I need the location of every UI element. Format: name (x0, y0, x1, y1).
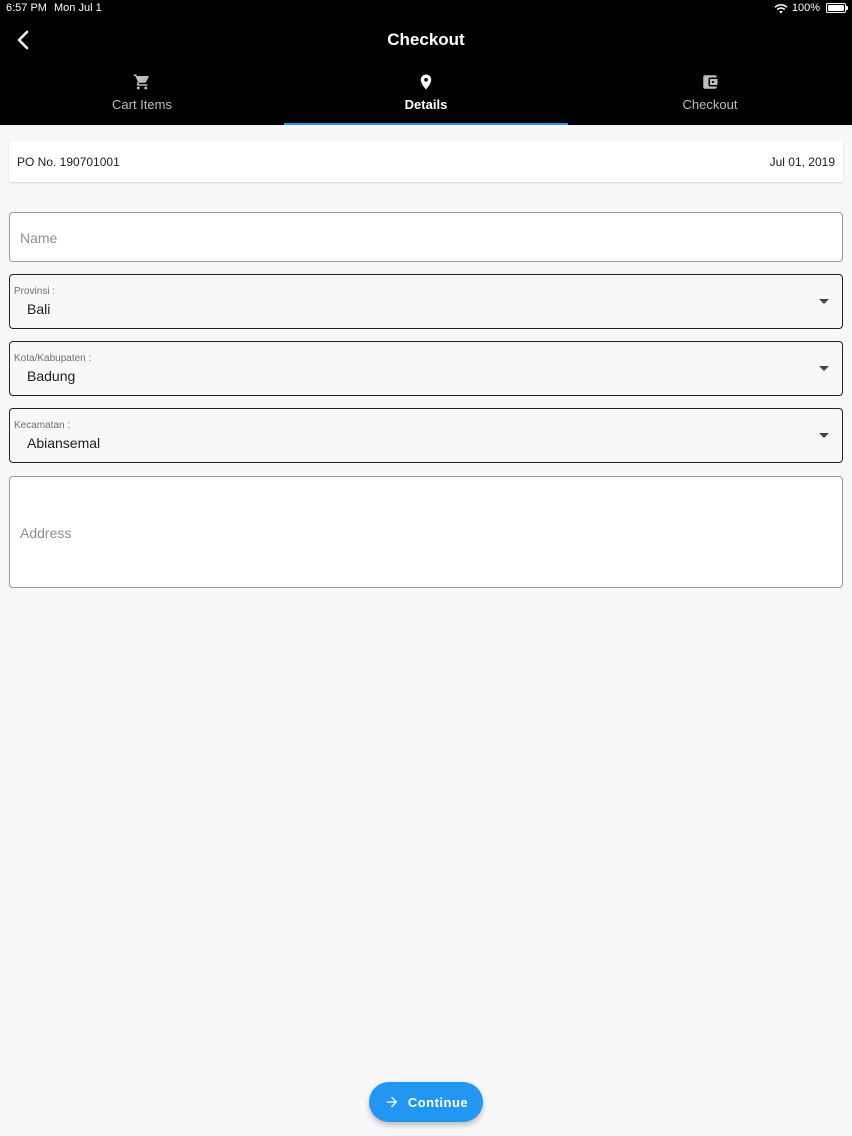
kecamatan-value: Abiansemal (27, 435, 101, 451)
page-title: Checkout (387, 30, 465, 49)
tab-cart-items[interactable] (0, 64, 284, 125)
tab-details[interactable] (284, 64, 568, 125)
arrow-right-icon (384, 1094, 400, 1110)
cart-icon (133, 73, 151, 91)
active-tab-indicator (284, 123, 568, 125)
name-field[interactable] (9, 212, 843, 262)
kecamatan-dropdown[interactable] (9, 408, 843, 463)
battery-icon (826, 3, 846, 13)
status-bar (0, 0, 852, 18)
location-pin-icon (417, 73, 435, 91)
provinsi-value: Bali (27, 301, 51, 317)
po-date: Jul 01, 2019 (769, 155, 835, 169)
tab-bar (0, 64, 852, 125)
tab-details-label: Details (404, 97, 448, 112)
tab-cart-items-label: Cart Items (112, 97, 172, 112)
status-date: Mon Jul 1 (54, 2, 102, 14)
tab-checkout-label: Checkout (682, 97, 738, 112)
dropdown-arrow-icon (819, 299, 829, 304)
status-right-group (774, 2, 846, 14)
address-placeholder: Address (20, 525, 72, 541)
dropdown-arrow-icon (819, 433, 829, 438)
kota-label: Kota/Kabupaten : (14, 353, 92, 364)
po-number: PO No. 190701001 (17, 155, 120, 169)
battery-percent: 100% (791, 2, 820, 14)
dropdown-arrow-icon (819, 366, 829, 371)
wallet-icon (701, 73, 719, 91)
provinsi-dropdown[interactable] (9, 274, 843, 329)
app-bar (0, 18, 852, 125)
kota-value: Badung (27, 368, 76, 384)
provinsi-label: Provinsi : (14, 286, 56, 297)
kota-dropdown[interactable] (9, 341, 843, 396)
kecamatan-label: Kecamatan : (14, 420, 71, 431)
continue-label: Continue (407, 1094, 469, 1110)
continue-button[interactable] (369, 1082, 483, 1122)
name-placeholder: Name (20, 230, 58, 246)
tab-checkout[interactable] (568, 64, 852, 125)
status-time: 6:57 PM (6, 2, 47, 14)
po-info-card (9, 141, 843, 182)
address-field[interactable] (9, 476, 843, 588)
wifi-icon (774, 3, 788, 14)
